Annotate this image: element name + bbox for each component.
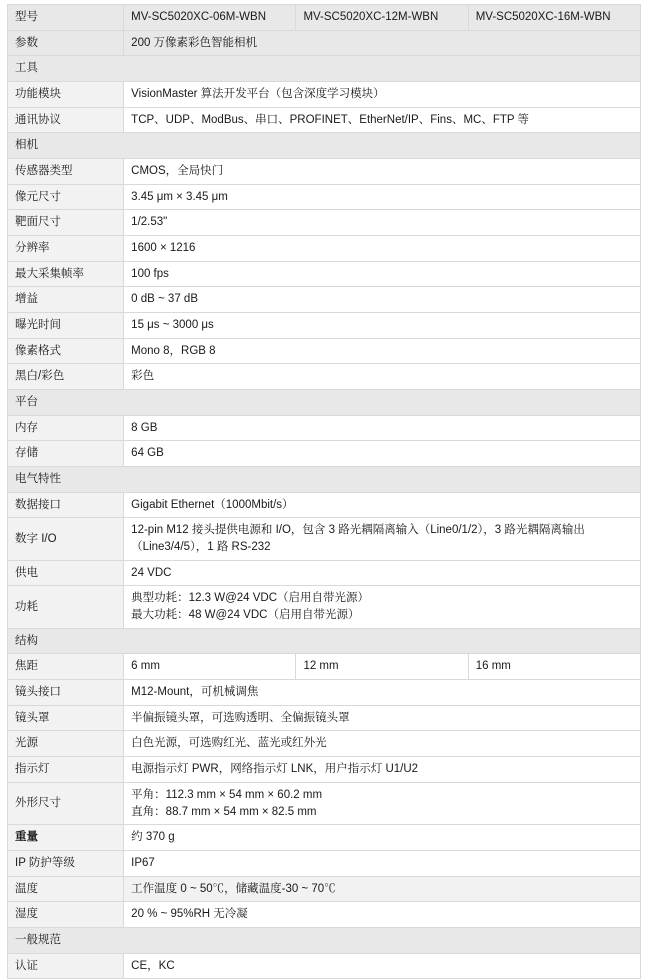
resolution-value: 1600 × 1216: [124, 236, 641, 262]
pixel-size-value: 3.45 μm × 3.45 μm: [124, 184, 641, 210]
table-row-pixel-size: [8, 184, 641, 210]
sensor-type-value: CMOS，全局快门: [124, 159, 641, 185]
table-row-focal-length: [8, 654, 641, 680]
table-row-target-size: [8, 210, 641, 236]
table-row-humidity: [8, 902, 641, 928]
table-row-gain: [8, 287, 641, 313]
focal-length-value-1: 6 mm: [124, 654, 296, 680]
table-row-sensor-type: [8, 159, 641, 185]
ip-rating-value: IP67: [124, 850, 641, 876]
table-row-digital-io: [8, 518, 641, 560]
ip-rating-label: IP 防护等级: [8, 850, 124, 876]
max-framerate-value: 100 fps: [124, 261, 641, 287]
pixel-format-value: Mono 8，RGB 8: [124, 338, 641, 364]
table-row-function-module: [8, 82, 641, 108]
table-row-ip-rating: [8, 850, 641, 876]
table-row-data-interface: [8, 492, 641, 518]
table-row-certification: [8, 953, 641, 979]
focal-length-value-2: 12 mm: [296, 654, 468, 680]
resolution-label: 分辨率: [8, 236, 124, 262]
power-value: 24 VDC: [124, 560, 641, 586]
table-row-resolution: [8, 236, 641, 262]
specifications-table: [7, 4, 641, 979]
section-platform-label: 平台: [8, 390, 641, 416]
model-value-3: MV-SC5020XC-16M-WBN: [468, 5, 640, 31]
focal-length-value-3: 16 mm: [468, 654, 640, 680]
digital-io-value: 12-pin M12 接头提供电源和 I/O，包含 3 路光耦隔离输入（Line0/1/2），3 路光耦隔离输出（Line3/4/5），1 路 RS-232: [124, 518, 641, 560]
param-value: 200 万像素彩色智能相机: [124, 30, 641, 56]
data-interface-value: Gigabit Ethernet（1000Mbit/s）: [124, 492, 641, 518]
consumption-label: 功耗: [8, 586, 124, 628]
section-electrical: [8, 467, 641, 493]
section-tools-label: 工具: [8, 56, 641, 82]
target-size-value: 1/2.53": [124, 210, 641, 236]
temperature-label: 温度: [8, 876, 124, 902]
model-label: 型号: [8, 5, 124, 31]
storage-value: 64 GB: [124, 441, 641, 467]
section-camera: [8, 133, 641, 159]
weight-value: 约 370 g: [124, 825, 641, 851]
digital-io-label: 数字 I/O: [8, 518, 124, 560]
gain-value: 0 dB ~ 37 dB: [124, 287, 641, 313]
table-row-storage: [8, 441, 641, 467]
mono-color-label: 黑白/彩色: [8, 364, 124, 390]
model-value-1: MV-SC5020XC-06M-WBN: [124, 5, 296, 31]
light-source-label: 光源: [8, 731, 124, 757]
gain-label: 增益: [8, 287, 124, 313]
section-general-label: 一般规范: [8, 927, 641, 953]
table-row-model: [8, 5, 641, 31]
table-row-exposure: [8, 313, 641, 339]
indicator-value: 电源指示灯 PWR，网络指示灯 LNK，用户指示灯 U1/U2: [124, 757, 641, 783]
certification-value: CE，KC: [124, 953, 641, 979]
consumption-typical: 典型功耗：12.3 W@24 VDC（启用自带光源）: [131, 592, 370, 605]
exposure-value: 15 μs ~ 3000 μs: [124, 313, 641, 339]
table-row-lens-cover: [8, 705, 641, 731]
dimensions-straight: 平角：112.3 mm × 54 mm × 60.2 mm: [131, 788, 323, 801]
param-label: 参数: [8, 30, 124, 56]
section-structure: [8, 628, 641, 654]
memory-value: 8 GB: [124, 415, 641, 441]
power-label: 供电: [8, 560, 124, 586]
weight-label: 重量: [8, 825, 124, 851]
lens-cover-value: 半偏振镜头罩，可选购透明、全偏振镜头罩: [124, 705, 641, 731]
mono-color-value: 彩色: [124, 364, 641, 390]
table-row-lens-mount: [8, 680, 641, 706]
function-module-value: VisionMaster 算法开发平台（包含深度学习模块）: [124, 82, 641, 108]
dimensions-right-angle: 直角：88.7 mm × 54 mm × 82.5 mm: [131, 805, 317, 818]
function-module-label: 功能模块: [8, 82, 124, 108]
section-electrical-label: 电气特性: [8, 467, 641, 493]
certification-label: 认证: [8, 953, 124, 979]
lens-mount-label: 镜头接口: [8, 680, 124, 706]
table-row-max-framerate: [8, 261, 641, 287]
table-row-param: [8, 30, 641, 56]
storage-label: 存储: [8, 441, 124, 467]
consumption-max: 最大功耗：48 W@24 VDC（启用自带光源）: [131, 609, 360, 622]
table-row-memory: [8, 415, 641, 441]
table-row-protocol: [8, 107, 641, 133]
max-framerate-label: 最大采集帧率: [8, 261, 124, 287]
protocol-label: 通讯协议: [8, 107, 124, 133]
consumption-value: [124, 586, 641, 628]
humidity-value: 20 % ~ 95%RH 无冷凝: [124, 902, 641, 928]
section-platform: [8, 390, 641, 416]
temperature-value: 工作温度 0 ~ 50℃，储藏温度-30 ~ 70℃: [124, 876, 641, 902]
table-row-indicator: [8, 757, 641, 783]
section-structure-label: 结构: [8, 628, 641, 654]
sensor-type-label: 传感器类型: [8, 159, 124, 185]
target-size-label: 靶面尺寸: [8, 210, 124, 236]
data-interface-label: 数据接口: [8, 492, 124, 518]
table-row-mono-color: [8, 364, 641, 390]
table-row-dimensions: [8, 782, 641, 824]
exposure-label: 曝光时间: [8, 313, 124, 339]
memory-label: 内存: [8, 415, 124, 441]
pixel-format-label: 像素格式: [8, 338, 124, 364]
pixel-size-label: 像元尺寸: [8, 184, 124, 210]
lens-mount-value: M12-Mount，可机械调焦: [124, 680, 641, 706]
table-row-power: [8, 560, 641, 586]
section-camera-label: 相机: [8, 133, 641, 159]
table-row-pixel-format: [8, 338, 641, 364]
dimensions-label: 外形尺寸: [8, 782, 124, 824]
section-tools: [8, 56, 641, 82]
lens-cover-label: 镜头罩: [8, 705, 124, 731]
indicator-label: 指示灯: [8, 757, 124, 783]
table-row-temperature: [8, 876, 641, 902]
table-row-weight: [8, 825, 641, 851]
humidity-label: 湿度: [8, 902, 124, 928]
model-value-2: MV-SC5020XC-12M-WBN: [296, 5, 468, 31]
table-row-consumption: [8, 586, 641, 628]
dimensions-value: [124, 782, 641, 824]
focal-length-label: 焦距: [8, 654, 124, 680]
light-source-value: 白色光源，可选购红光、蓝光或红外光: [124, 731, 641, 757]
section-general: [8, 927, 641, 953]
protocol-value: TCP、UDP、ModBus、串口、PROFINET、EtherNet/IP、Fins、MC、FTP 等: [124, 107, 641, 133]
table-row-light-source: [8, 731, 641, 757]
